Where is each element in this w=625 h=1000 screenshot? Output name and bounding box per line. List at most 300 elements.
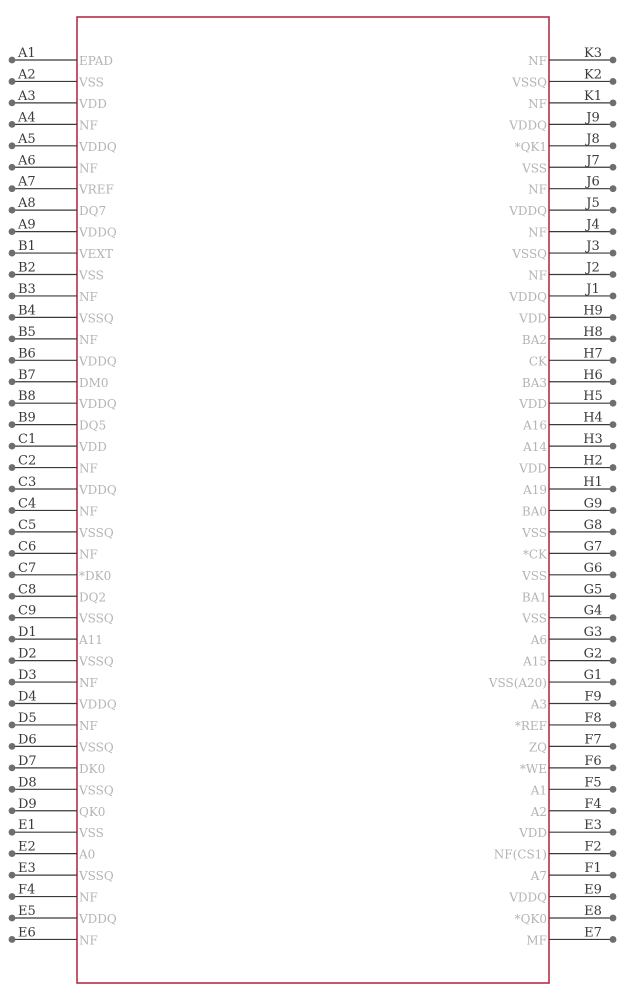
- pin-name: BA0: [521, 504, 547, 519]
- pin-number: F7: [584, 732, 602, 748]
- pin-end-dot: [9, 872, 16, 879]
- pin-number: F8: [584, 710, 602, 726]
- pin-name: VDDQ: [509, 118, 547, 133]
- pin-end-dot: [610, 421, 617, 428]
- pin-number: A2: [18, 67, 36, 83]
- pin-name: NF: [79, 890, 98, 905]
- pin-number: J1: [586, 281, 600, 297]
- pin-name: BA3: [521, 375, 547, 390]
- pin-name: NF: [79, 118, 98, 133]
- pin-end-dot: [610, 636, 617, 643]
- pin-end-dot: [610, 271, 617, 278]
- pin-end-dot: [9, 185, 16, 192]
- pin-end-dot: [9, 271, 16, 278]
- component-body: [77, 17, 549, 983]
- pin-name: NF: [79, 933, 98, 948]
- pin-name: NF: [79, 504, 98, 519]
- left-pin: [9, 582, 106, 604]
- pin-number: B8: [18, 389, 36, 405]
- pin-end-dot: [9, 807, 16, 814]
- pin-name: VSS: [79, 826, 104, 841]
- pin-end-dot: [610, 700, 617, 707]
- pin-end-dot: [610, 78, 617, 85]
- left-pin: [9, 389, 117, 411]
- pin-name: NF: [79, 547, 98, 562]
- left-pin: [9, 604, 114, 626]
- pin-end-dot: [9, 335, 16, 342]
- right-pin: [515, 711, 617, 733]
- pin-number: E2: [18, 839, 36, 855]
- left-pin: [9, 775, 114, 797]
- right-pin: [529, 346, 617, 368]
- right-pin: [530, 775, 617, 797]
- pin-number: B3: [18, 281, 36, 297]
- pin-end-dot: [9, 228, 16, 235]
- pin-number: C8: [18, 582, 37, 598]
- pin-name: VDD: [79, 440, 107, 455]
- pin-name: DQ2: [79, 590, 107, 605]
- right-pin: [520, 754, 616, 776]
- pin-name: *REF: [514, 718, 547, 733]
- pin-name: MF: [526, 933, 547, 948]
- left-pin: [9, 411, 106, 433]
- pin-end-dot: [610, 529, 617, 536]
- pin-number: H5: [583, 389, 603, 405]
- pin-number: D5: [18, 710, 37, 726]
- pin-number: K2: [584, 67, 602, 83]
- left-pin: [9, 925, 98, 947]
- pin-number: B4: [18, 303, 36, 319]
- pin-end-dot: [9, 915, 16, 922]
- pin-end-dot: [9, 743, 16, 750]
- pin-name: CK: [528, 354, 547, 369]
- pin-name: VSSQ: [79, 654, 114, 669]
- pin-name: VSSQ: [512, 75, 547, 90]
- pin-name: *QK1: [514, 139, 547, 154]
- pin-number: J6: [586, 174, 600, 190]
- right-pin: [530, 625, 617, 647]
- pin-end-dot: [610, 207, 617, 214]
- pin-number: F9: [584, 689, 602, 705]
- right-pin: [530, 861, 617, 883]
- left-pin: [9, 218, 117, 240]
- left-pin: [9, 668, 98, 690]
- pin-end-dot: [9, 421, 16, 428]
- pin-number: A9: [18, 217, 36, 233]
- pin-number: J4: [586, 217, 600, 233]
- pin-number: G7: [583, 539, 603, 555]
- left-pin: [9, 840, 96, 862]
- pin-end-dot: [610, 829, 617, 836]
- pin-name: DQ7: [79, 204, 107, 219]
- pin-number: K1: [584, 88, 602, 104]
- left-pin: [9, 175, 114, 197]
- left-pin: [9, 904, 117, 926]
- pin-name: VSS(A20): [488, 676, 547, 691]
- pin-end-dot: [610, 164, 617, 171]
- pin-number: B6: [18, 346, 36, 362]
- pin-name: *WE: [519, 761, 547, 776]
- pin-end-dot: [610, 100, 617, 107]
- right-pin: [508, 110, 616, 132]
- right-pin: [522, 582, 617, 604]
- pin-number: D2: [18, 646, 37, 662]
- left-pin: [9, 539, 98, 561]
- pin-end-dot: [9, 764, 16, 771]
- right-pin: [528, 46, 616, 68]
- pin-end-dot: [610, 357, 617, 364]
- pin-end-dot: [610, 400, 617, 407]
- pin-end-dot: [9, 550, 16, 557]
- pin-end-dot: [610, 743, 617, 750]
- left-pin: [9, 883, 98, 905]
- pin-name: A15: [523, 654, 547, 669]
- pin-end-dot: [9, 464, 16, 471]
- pin-end-dot: [9, 378, 16, 385]
- pin-number: K3: [584, 46, 602, 61]
- pin-end-dot: [9, 100, 16, 107]
- right-pin: [523, 539, 617, 561]
- pin-number: G5: [583, 582, 603, 598]
- pin-name: NF: [528, 54, 547, 68]
- right-pin: [528, 89, 616, 111]
- pin-end-dot: [610, 142, 617, 149]
- left-pin: [9, 67, 104, 89]
- pin-number: D1: [18, 625, 37, 641]
- pin-end-dot: [610, 228, 617, 235]
- pin-number: J2: [586, 260, 600, 276]
- pin-number: D7: [18, 753, 37, 769]
- pin-end-dot: [9, 486, 16, 493]
- pin-end-dot: [9, 936, 16, 943]
- pin-number: A6: [18, 153, 36, 169]
- pin-end-dot: [9, 207, 16, 214]
- pin-number: J9: [586, 110, 600, 126]
- left-pin: [9, 561, 112, 583]
- pin-number: J7: [586, 153, 600, 169]
- pin-name: DM0: [79, 375, 109, 390]
- pin-number: D8: [18, 775, 37, 791]
- right-pin: [530, 690, 617, 712]
- pin-number: D6: [18, 732, 37, 748]
- pin-name: A2: [530, 804, 547, 819]
- pin-end-dot: [610, 57, 617, 64]
- pin-name: VEXT: [79, 247, 113, 262]
- pin-end-dot: [610, 657, 617, 664]
- left-pin: [9, 153, 98, 175]
- pin-name: QK0: [79, 804, 106, 819]
- pin-name: VSSQ: [79, 611, 114, 626]
- pin-number: H4: [583, 410, 603, 426]
- pin-number: E7: [584, 925, 602, 941]
- pin-name: VSSQ: [79, 740, 114, 755]
- pin-name: BA2: [521, 332, 547, 347]
- left-pin: [9, 861, 114, 883]
- pin-name: VSSQ: [79, 869, 114, 884]
- pin-name: VREF: [79, 182, 114, 197]
- pin-name: VDD: [519, 311, 547, 326]
- left-pin: [9, 454, 98, 476]
- pin-name: VDDQ: [509, 204, 547, 219]
- left-pin: [9, 496, 98, 518]
- pin-number: A1: [18, 46, 36, 61]
- right-pin: [518, 389, 616, 411]
- pin-number: A5: [18, 131, 36, 147]
- right-pin: [508, 196, 616, 218]
- left-pin: [9, 325, 98, 347]
- pin-number: B5: [18, 324, 36, 340]
- right-pin: [521, 604, 616, 626]
- pin-number: E1: [18, 818, 36, 834]
- pin-end-dot: [9, 529, 16, 536]
- left-pin: [9, 754, 106, 776]
- right-pin: [488, 668, 617, 690]
- pin-number: C6: [18, 539, 37, 555]
- pin-name: VDDQ: [79, 697, 117, 712]
- right-pin: [530, 797, 617, 819]
- left-pin: [9, 797, 106, 819]
- pin-name: A3: [530, 697, 547, 712]
- pin-end-dot: [9, 57, 16, 64]
- pin-name: *DK0: [79, 568, 112, 583]
- pin-name: NF: [528, 268, 547, 283]
- pin-name: A7: [530, 869, 547, 884]
- pin-end-dot: [610, 936, 617, 943]
- pin-name: VSS: [522, 568, 547, 583]
- pin-number: C5: [18, 517, 37, 533]
- pin-name: NF: [528, 96, 547, 111]
- pin-end-dot: [610, 314, 617, 321]
- pin-name: VDD: [519, 397, 547, 412]
- pin-end-dot: [610, 507, 617, 514]
- pin-end-dot: [610, 571, 617, 578]
- pin-name: VDDQ: [509, 289, 547, 304]
- pin-number: G8: [583, 517, 603, 533]
- pin-name: ZQ: [528, 740, 547, 755]
- right-pin: [521, 518, 616, 540]
- pin-number: C4: [18, 496, 37, 512]
- pin-number: C7: [18, 560, 37, 576]
- pin-end-dot: [9, 78, 16, 85]
- pin-end-dot: [610, 378, 617, 385]
- pin-number: H3: [583, 432, 603, 448]
- left-pin: [9, 132, 117, 154]
- pin-name: NF: [79, 718, 98, 733]
- right-pin: [518, 303, 616, 325]
- pin-name: VDDQ: [509, 890, 547, 905]
- pin-name: A14: [523, 440, 547, 455]
- pin-name: *QK0: [514, 912, 547, 926]
- pin-end-dot: [9, 786, 16, 793]
- pin-number: H1: [583, 475, 603, 490]
- pin-end-dot: [610, 464, 617, 471]
- pin-end-dot: [9, 121, 16, 128]
- pin-name: VDDQ: [79, 354, 117, 369]
- pin-name: VDD: [519, 826, 547, 841]
- pin-number: D9: [18, 796, 37, 812]
- right-pin: [522, 647, 616, 669]
- left-pin-column: [9, 46, 117, 947]
- pin-number: F2: [584, 839, 602, 855]
- right-pin: [511, 239, 616, 261]
- right-pin: [528, 218, 616, 240]
- pin-number: H9: [583, 303, 603, 319]
- pin-end-dot: [610, 872, 617, 879]
- pin-number: F6: [584, 753, 602, 769]
- pin-name: A1: [530, 783, 547, 798]
- left-pin: [9, 46, 113, 68]
- right-pin-column: [488, 46, 617, 947]
- pin-end-dot: [9, 400, 16, 407]
- pin-name: A0: [79, 847, 96, 862]
- pin-name: VSS: [79, 75, 104, 90]
- pin-number: C3: [18, 475, 37, 490]
- pin-end-dot: [9, 657, 16, 664]
- right-pin: [522, 432, 616, 454]
- pin-number: F5: [584, 775, 602, 791]
- pin-end-dot: [610, 722, 617, 729]
- pin-name: NF: [528, 182, 547, 197]
- pin-end-dot: [9, 722, 16, 729]
- left-pin: [9, 282, 98, 304]
- pin-end-dot: [9, 571, 16, 578]
- pin-number: H2: [583, 453, 603, 469]
- pin-number: G9: [583, 496, 603, 512]
- pin-number: E5: [18, 904, 36, 919]
- pin-number: C9: [18, 603, 37, 619]
- right-pin: [528, 175, 616, 197]
- pin-name: VSSQ: [79, 783, 114, 798]
- left-pin: [9, 818, 104, 840]
- pin-number: H7: [583, 346, 603, 362]
- left-pin: [9, 732, 114, 754]
- pin-number: E8: [584, 904, 602, 919]
- pin-number: A3: [18, 88, 36, 104]
- left-pin: [9, 110, 98, 132]
- right-pin: [522, 496, 617, 518]
- pin-name: VDDQ: [79, 483, 117, 497]
- pin-number: H6: [583, 367, 603, 383]
- pin-number: G4: [583, 603, 603, 619]
- right-pin: [521, 153, 616, 175]
- left-pin: [9, 89, 107, 111]
- pin-number: B1: [18, 239, 36, 255]
- pin-end-dot: [610, 335, 617, 342]
- pin-end-dot: [610, 786, 617, 793]
- pin-end-dot: [610, 121, 617, 128]
- pin-name: VSS: [79, 268, 104, 283]
- right-pin: [529, 732, 617, 754]
- pin-name: VDD: [79, 96, 107, 111]
- pin-number: E3: [18, 861, 36, 877]
- pin-end-dot: [9, 293, 16, 300]
- pin-name: A11: [79, 633, 103, 648]
- pin-name: VSSQ: [79, 525, 114, 540]
- pin-end-dot: [9, 614, 16, 621]
- left-pin: [9, 518, 114, 540]
- pin-name: NF: [528, 225, 547, 240]
- pin-number: G6: [583, 560, 603, 576]
- left-pin: [9, 261, 104, 283]
- pin-end-dot: [9, 164, 16, 171]
- right-pin: [508, 883, 616, 905]
- pin-name: DK0: [79, 761, 106, 776]
- pin-end-dot: [610, 915, 617, 922]
- pin-number: A7: [18, 174, 36, 190]
- pin-name: A6: [530, 633, 547, 648]
- pin-name: *CK: [522, 547, 547, 562]
- pin-end-dot: [610, 185, 617, 192]
- pin-end-dot: [610, 293, 617, 300]
- pin-name: NF: [79, 289, 98, 304]
- right-pin: [522, 475, 616, 497]
- pin-number: A4: [18, 110, 36, 126]
- pin-number: B2: [18, 260, 36, 276]
- pin-number: F1: [584, 861, 602, 877]
- pin-name: NF: [79, 332, 98, 347]
- pin-end-dot: [9, 829, 16, 836]
- right-pin: [526, 925, 616, 947]
- pin-end-dot: [610, 443, 617, 450]
- left-pin: [9, 690, 117, 712]
- pin-number: F4: [18, 882, 36, 898]
- pin-end-dot: [610, 807, 617, 814]
- pin-number: G1: [583, 668, 603, 684]
- right-pin: [511, 67, 616, 89]
- pin-number: H8: [583, 324, 603, 340]
- pin-name: NF(CS1): [493, 847, 547, 862]
- pin-name: VDDQ: [79, 225, 117, 240]
- pin-number: J3: [586, 239, 600, 255]
- pin-number: B9: [18, 410, 36, 426]
- pin-name: A16: [523, 418, 547, 433]
- right-pin: [522, 368, 617, 390]
- pin-name: NF: [79, 161, 98, 176]
- right-pin: [508, 282, 616, 304]
- pin-end-dot: [610, 250, 617, 257]
- right-pin: [515, 132, 617, 154]
- pin-name: VDDQ: [79, 397, 117, 412]
- pin-end-dot: [610, 593, 617, 600]
- pin-end-dot: [610, 764, 617, 771]
- left-pin: [9, 432, 107, 454]
- pin-end-dot: [610, 550, 617, 557]
- pin-end-dot: [9, 507, 16, 514]
- pin-end-dot: [9, 850, 16, 857]
- pin-name: VSS: [522, 611, 547, 626]
- pin-end-dot: [610, 893, 617, 900]
- pin-end-dot: [9, 593, 16, 600]
- pin-name: VSS: [522, 161, 547, 176]
- pin-name: VSS: [522, 525, 547, 540]
- left-pin: [9, 346, 117, 368]
- pin-name: EPAD: [79, 54, 114, 68]
- pin-name: VDDQ: [79, 912, 117, 926]
- pin-number: C2: [18, 453, 37, 469]
- left-pin: [9, 647, 114, 669]
- right-pin: [494, 840, 617, 862]
- pin-end-dot: [610, 679, 617, 686]
- pin-name: NF: [79, 461, 98, 476]
- pin-number: G2: [583, 646, 603, 662]
- pin-end-dot: [9, 250, 16, 257]
- pin-end-dot: [610, 614, 617, 621]
- right-pin: [522, 325, 617, 347]
- pin-end-dot: [9, 142, 16, 149]
- left-pin: [9, 303, 114, 325]
- right-pin: [518, 818, 616, 840]
- pin-name: NF: [79, 676, 98, 691]
